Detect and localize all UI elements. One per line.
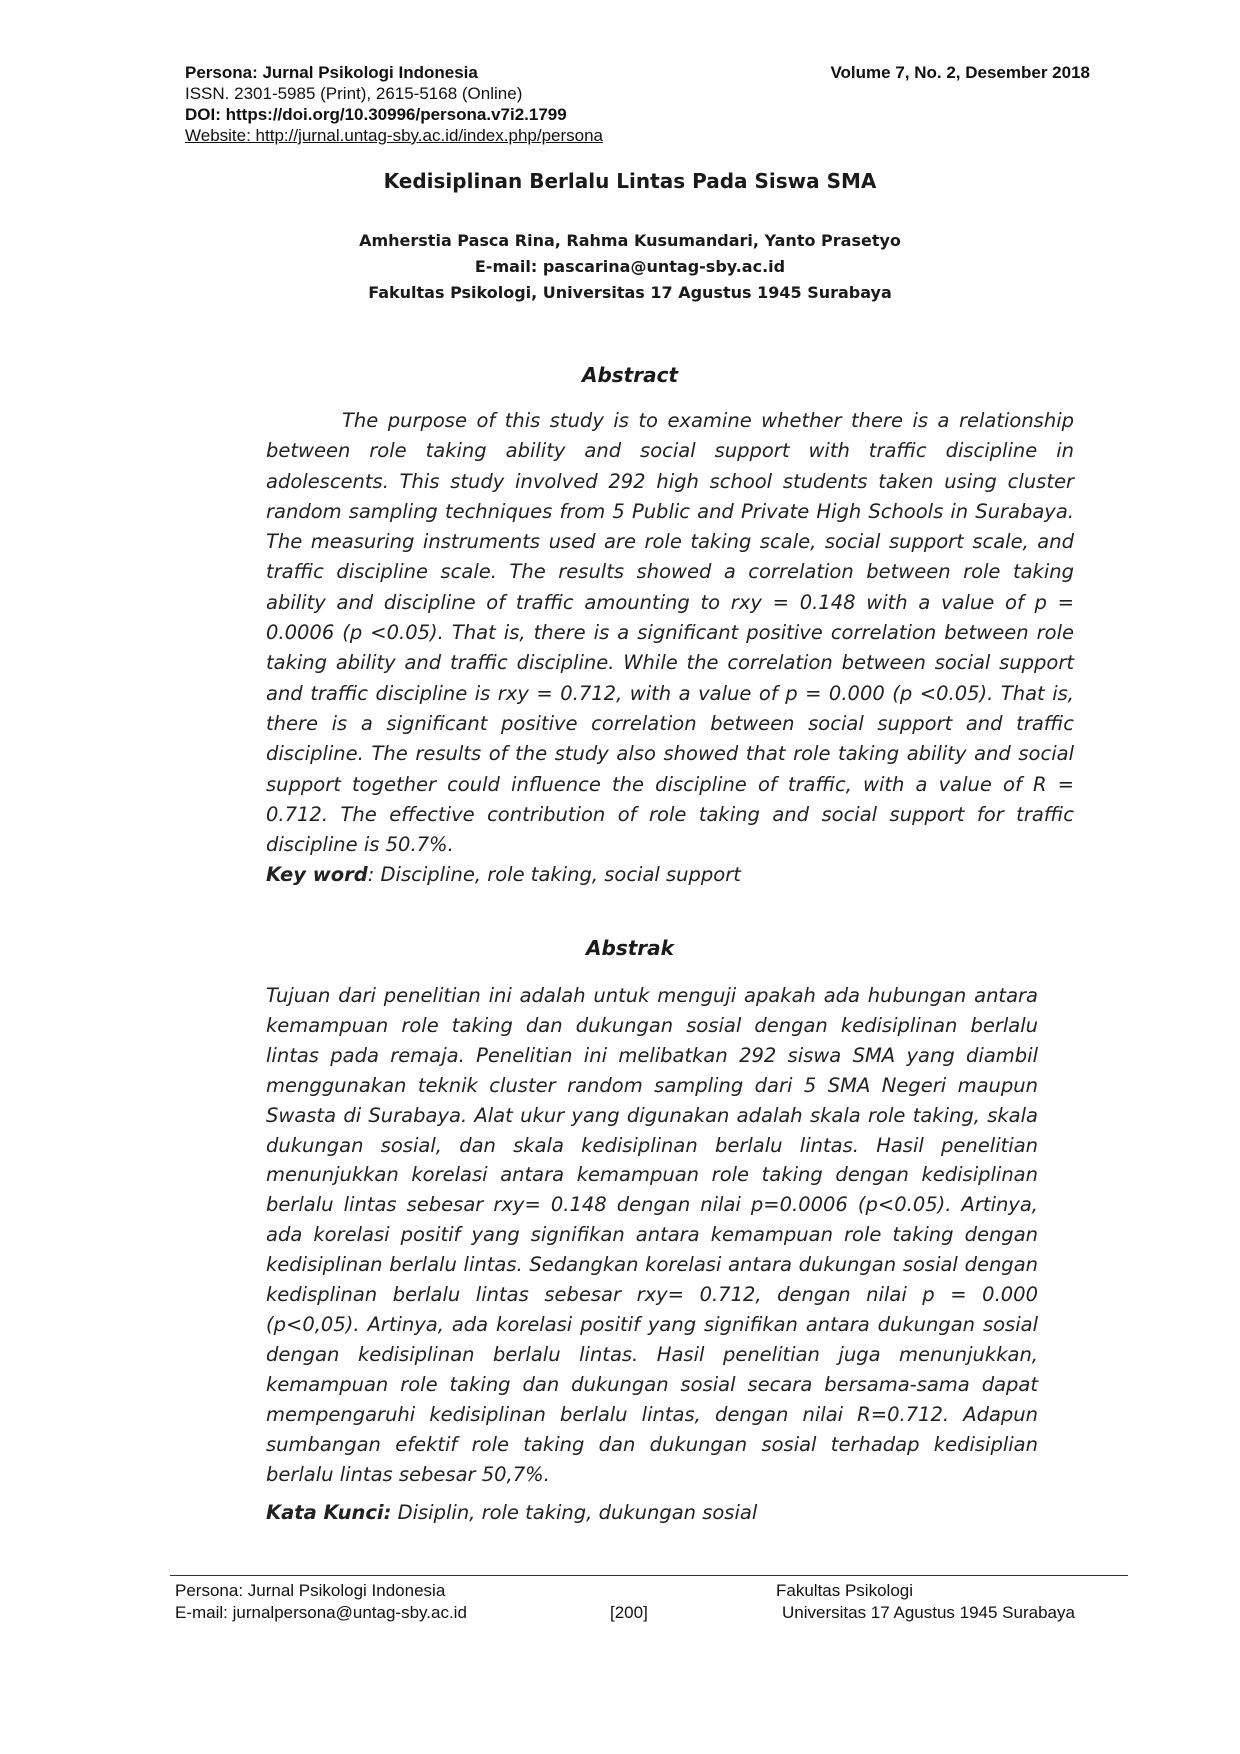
journal-name: Persona: Jurnal Psikologi Indonesia bbox=[185, 63, 478, 82]
kata-kunci-line bbox=[266, 1498, 757, 1528]
keywords-label: Key word bbox=[266, 863, 368, 886]
doi-line[interactable]: DOI: https://doi.org/10.30996/persona.v7i2.1799 bbox=[185, 105, 567, 124]
abstrak-body: Tujuan dari penelitian ini adalah untuk menguji apakah ada hubungan antara kemampuan role taking dan dukungan sosial dengan kedisiplinan berlalu lintas pada remaja. Penelitian ini melibatkan 292 siswa SMA yang diambil menggunakan teknik cluster random sampling dari 5 SMA Negeri maupun Swasta di Surabaya. Alat ukur yang digunakan adalah skala role taking, skala dukungan sosial, dan skala kedisiplinan berlalu lintas. Hasil penelitian menunjukkan korelasi antara kemampuan role taking dengan kedisiplinan berlalu lintas sebesar rxy= 0.148 dengan nilai p=0.0006 (p<0.05). Artinya, ada korelasi positif yang signifikan antara kemampuan role taking dengan kedisiplinan berlalu lintas. Sedangkan korelasi antara dukungan sosial dengan kedisplinan berlalu lintas sebesar rxy= 0.712, dengan nilai p = 0.000 (p<0,05). Artinya, ada korelasi positif yang signifikan antara dukungan sosial dengan kedisiplinan berlalu lintas. Hasil penelitian juga menunjukkan, kemampuan role taking dan dukungan sosial secara bersama-sama dapat mempengaruhi kedisiplinan berlalu lintas, dengan nilai R=0.712. Adapun sumbangan efektif role taking dan dukungan sosial terhadap kedisiplian berlalu lintas sebesar 50,7%. bbox=[266, 984, 1038, 1486]
footer-faculty: Fakultas Psikologi bbox=[776, 1581, 914, 1600]
page-number: [200] bbox=[610, 1603, 648, 1622]
issn-line: ISSN. 2301-5985 (Print), 2615-5168 (Online) bbox=[185, 84, 523, 103]
footer-divider bbox=[170, 1575, 1128, 1576]
footer-email: E-mail: jurnalpersona@untag-sby.ac.id bbox=[175, 1603, 467, 1622]
journal-header bbox=[185, 62, 805, 146]
abstrak-heading: Abstrak bbox=[586, 936, 674, 960]
abstract-body: The purpose of this study is to examine whether there is a relationship between role taking ability and social support with traffic discipline in adolescents. This study involved 292 high school students taken using cluster random sampling techniques from 5 Public and Private High Schools in Surabaya. The measuring instruments used are role taking scale, social support scale, and traffic discipline scale. The results showed a correlation between role taking ability and discipline of traffic amounting to rxy = 0.148 with a value of p = 0.0006 (p <0.05). That is, there is a significant positive correlation between role taking ability and traffic discipline. While the correlation between social support and traffic discipline is rxy = 0.712, with a value of p = 0.000 (p <0.05). That is, there is a significant positive correlation between social support and traffic discipline. The results of the study also showed that role taking ability and social support together could influence the discipline of traffic, with a value of R = 0.712. The effective contribution of role taking and social support for traffic discipline is 50.7%. bbox=[266, 409, 1074, 857]
abstract-heading: Abstract bbox=[581, 363, 679, 387]
keywords-line bbox=[266, 860, 741, 890]
volume-info: Volume 7, No. 2, Desember 2018 bbox=[830, 63, 1090, 82]
author-affiliation: Fakultas Psikologi, Universitas 17 Agustus 1945 Surabaya bbox=[368, 283, 892, 302]
keywords-values: : Discipline, role taking, social support bbox=[367, 863, 741, 886]
website-link[interactable]: Website: http://jurnal.untag-sby.ac.id/index.php/persona bbox=[185, 126, 604, 145]
kata-kunci-label: Kata Kunci: bbox=[266, 1501, 392, 1524]
footer-university: Universitas 17 Agustus 1945 Surabaya bbox=[782, 1603, 1075, 1622]
author-email: E-mail: pascarina@untag-sby.ac.id bbox=[474, 257, 786, 276]
article-title: Kedisiplinan Berlalu Lintas Pada Siswa SMA bbox=[383, 169, 877, 193]
footer-journal: Persona: Jurnal Psikologi Indonesia bbox=[175, 1581, 446, 1600]
author-block bbox=[240, 228, 1020, 306]
author-names: Amherstia Pasca Rina, Rahma Kusumandari, Yanto Prasetyo bbox=[359, 231, 901, 250]
kata-kunci-values: Disiplin, role taking, dukungan sosial bbox=[391, 1501, 758, 1524]
